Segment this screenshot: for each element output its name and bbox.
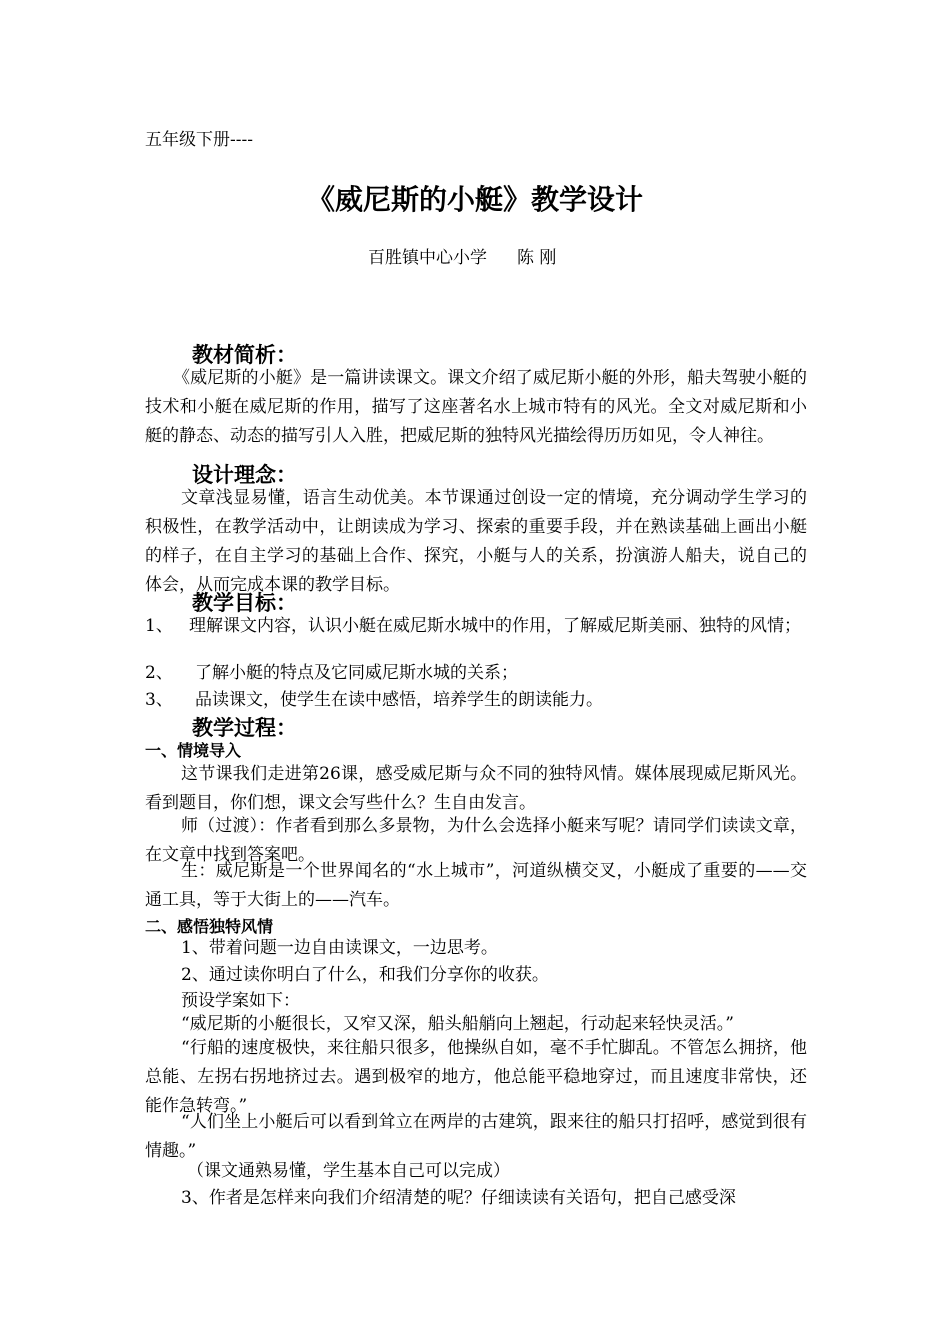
school-name: 百胜镇中心小学 — [368, 248, 487, 268]
step-2: 2、通过读你明白了什么，和我们分享你的收获。 — [181, 965, 549, 985]
step-4: 3、作者是怎样来向我们介绍清楚的呢？仔细读读有关语句，把自己感受深 — [181, 1188, 736, 1208]
process-paragraph-3: 生：威尼斯是一个世界闻名的“水上城市”，河道纵横交叉，小艇成了重要的——交通工具，等于大街上的——汽车。 — [145, 861, 807, 910]
goal-item-1 — [145, 612, 807, 641]
section-heading-goals: 教学目标： — [192, 591, 297, 615]
analysis-paragraph: 《威尼斯的小艇》是一篇讲读课文。课文介绍了威尼斯小艇的外形，船夫驾驶小艇的技术和小艇在威尼斯的作用，描写了这座著名水上城市特有的风光。全文对威尼斯和小艇的静态、动态的描写引人入胜，把威尼斯的独特风光描绘得历历如见，令人神往。 — [145, 368, 807, 446]
concept-paragraph: 文章浅显易懂，语言生动优美。本节课通过创设一定的情境，充分调动学生学习的积极性，在教学活动中，让朗读成为学习、探索的重要手段，并在熟读基础上画出小艇的样子，在自主学习的基础上合作、探究，小艇与人的关系，扮演游人船夫，说自己的体会，从而完成本课的教学目标。 — [145, 488, 807, 595]
goal-item-3 — [145, 686, 807, 715]
goal-number: 1、 — [145, 616, 173, 636]
step-3: 预设学案如下： — [181, 991, 300, 1011]
teacher-name: 陈 刚 — [517, 248, 557, 268]
goal-text: 了解小艇的特点及它同威尼斯水城的关系； — [195, 663, 518, 683]
grade-label: 五年级下册---- — [145, 130, 253, 150]
subsection-title-2: 二、感悟独特风情 — [145, 917, 274, 936]
quote-2: “行船的速度极快，来往船只很多，他操纵自如，毫不手忙脚乱。不管怎么拥挤，他总能、左拐右拐地挤过去。遇到极窄的地方，他总能平稳地穿过，而且速度非常快，还能作急转弯。” — [145, 1038, 807, 1116]
goal-text: 理解课文内容，认识小艇在威尼斯水城中的作用，了解威尼斯美丽、独特的风情； — [189, 616, 801, 636]
quote-1: “威尼斯的小艇很长，又窄又深，船头船艄向上翘起，行动起来轻快灵活。” — [181, 1014, 734, 1034]
goal-text: 品读课文，使学生在读中感悟，培养学生的朗读能力。 — [195, 690, 603, 710]
subsection-title-1: 一、情境导入 — [145, 741, 242, 760]
process-paragraph-2: 师（过渡）：作者看到那么多景物，为什么会选择小艇来写呢？请同学们读读文章，在文章中找到答案吧。 — [145, 816, 807, 865]
goal-number: 2、 — [145, 663, 173, 683]
goal-number: 3、 — [145, 690, 173, 710]
section-heading-concept: 设计理念： — [192, 463, 297, 487]
goal-item-2 — [145, 659, 807, 688]
author-line — [368, 243, 556, 268]
quote-3: “人们坐上小艇后可以看到耸立在两岸的古建筑，跟来往的船只打招呼，感觉到很有情趣。” — [145, 1112, 807, 1161]
section-heading-analysis: 教材简析： — [192, 343, 297, 367]
teacher-note: （课文通熟易懂，学生基本自己可以完成） — [187, 1161, 510, 1181]
section-heading-process: 教学过程： — [192, 716, 297, 740]
document-title: 《威尼斯的小艇》教学设计 — [306, 183, 643, 216]
process-paragraph-1: 这节课我们走进第26课，感受威尼斯与众不同的独特风情。媒体展现威尼斯风光。看到题目，你们想，课文会写些什么？生自由发言。 — [145, 764, 807, 813]
step-1: 1、带着问题一边自由读课文，一边思考。 — [181, 938, 498, 958]
